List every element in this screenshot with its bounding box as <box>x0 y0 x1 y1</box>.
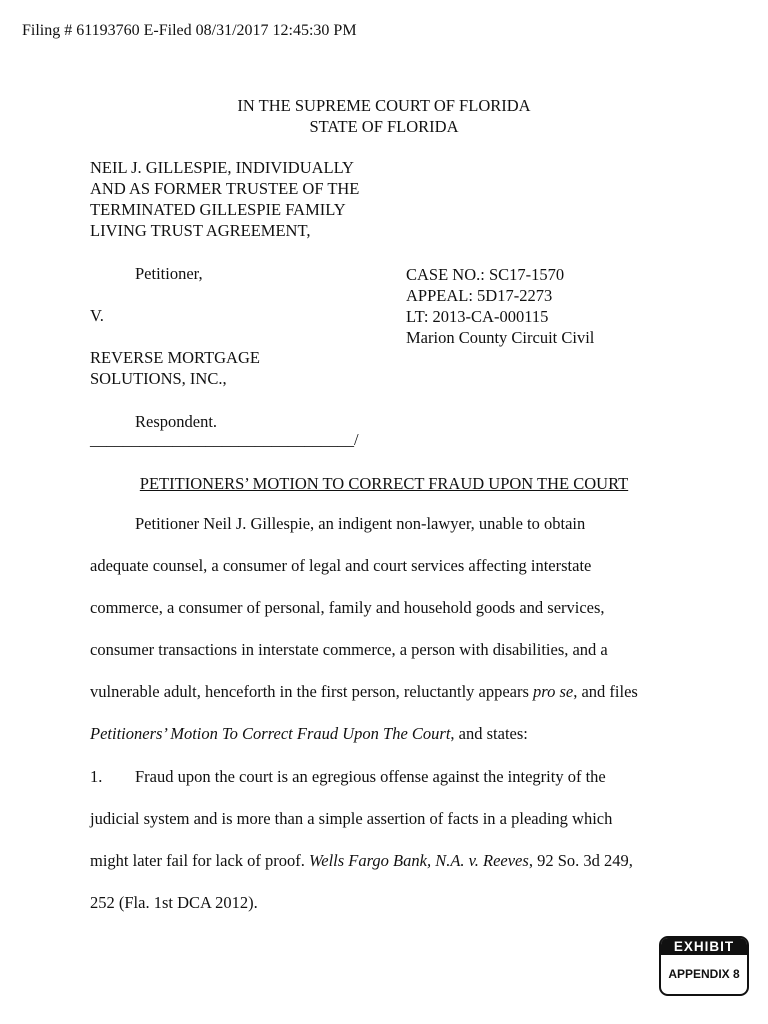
petitioner-party-line: AND AS FORMER TRUSTEE OF THE <box>90 179 360 198</box>
body-line: 252 (Fla. 1st DCA 2012). <box>90 893 258 912</box>
body-line: Petitioner Neil J. Gillespie, an indigent non-lawyer, unable to obtain <box>135 514 586 533</box>
body-italic-text: pro se <box>533 682 574 701</box>
motion-title <box>0 474 768 494</box>
petitioner-party-line: LIVING TRUST AGREEMENT, <box>90 221 311 240</box>
body-text: vulnerable adult, henceforth in the first person, reluctantly appears <box>90 682 534 701</box>
body-line: judicial system and is more than a simple assertion of facts in a pleading which <box>90 809 613 828</box>
body-line <box>90 682 638 702</box>
body-line: adequate counsel, a consumer of legal and court services affecting interstate <box>90 556 592 575</box>
court-name: IN THE SUPREME COURT OF FLORIDA <box>237 96 531 115</box>
petitioner-role: Petitioner, <box>135 264 203 283</box>
lower-tribunal-number: LT: 2013-CA-000115 <box>406 307 549 326</box>
body-text: , 92 So. 3d 249, <box>528 851 633 870</box>
case-citation: Wells Fargo Bank, N.A. v. Reeves <box>309 851 529 870</box>
body-text: , and states: <box>450 724 528 743</box>
body-line: Fraud upon the court is an egregious offense against the integrity of the <box>135 767 606 786</box>
body-text: might later fail for lack of proof. <box>90 851 310 870</box>
court-state: STATE OF FLORIDA <box>309 117 459 136</box>
filing-stamp: Filing # 61193760 E-Filed 08/31/2017 12:45:30 PM <box>22 22 357 39</box>
exhibit-label: APPENDIX 8 <box>668 967 740 981</box>
appeal-number: APPEAL: 5D17-2273 <box>406 286 553 305</box>
circuit-name: Marion County Circuit Civil <box>406 328 595 347</box>
body-italic-text: Petitioners’ Motion To Correct Fraud Upon The Court <box>90 724 451 743</box>
body-text: , and files <box>573 682 638 701</box>
case-number: CASE NO.: SC17-1570 <box>406 265 565 284</box>
body-line <box>90 724 528 744</box>
exhibit-header: EXHIBIT <box>661 938 747 955</box>
paragraph-number: 1. <box>90 767 103 786</box>
body-line: commerce, a consumer of personal, family and household goods and services, <box>90 598 605 617</box>
respondent-party-line: SOLUTIONS, INC., <box>90 369 227 388</box>
petitioner-party-line: NEIL J. GILLESPIE, INDIVIDUALLY <box>90 158 354 177</box>
body-line <box>90 851 633 871</box>
petitioner-party-line: TERMINATED GILLESPIE FAMILY <box>90 200 346 219</box>
motion-title-text: PETITIONERS’ MOTION TO CORRECT FRAUD UPON THE COURT <box>139 474 629 493</box>
respondent-role: Respondent. <box>135 412 218 431</box>
exhibit-sticker <box>659 936 749 996</box>
respondent-party-line: REVERSE MORTGAGE <box>90 348 260 367</box>
versus-label: V. <box>90 306 104 325</box>
caption-divider-line: ________________________________/ <box>90 430 359 449</box>
body-line: consumer transactions in interstate commerce, a person with disabilities, and a <box>90 640 608 659</box>
